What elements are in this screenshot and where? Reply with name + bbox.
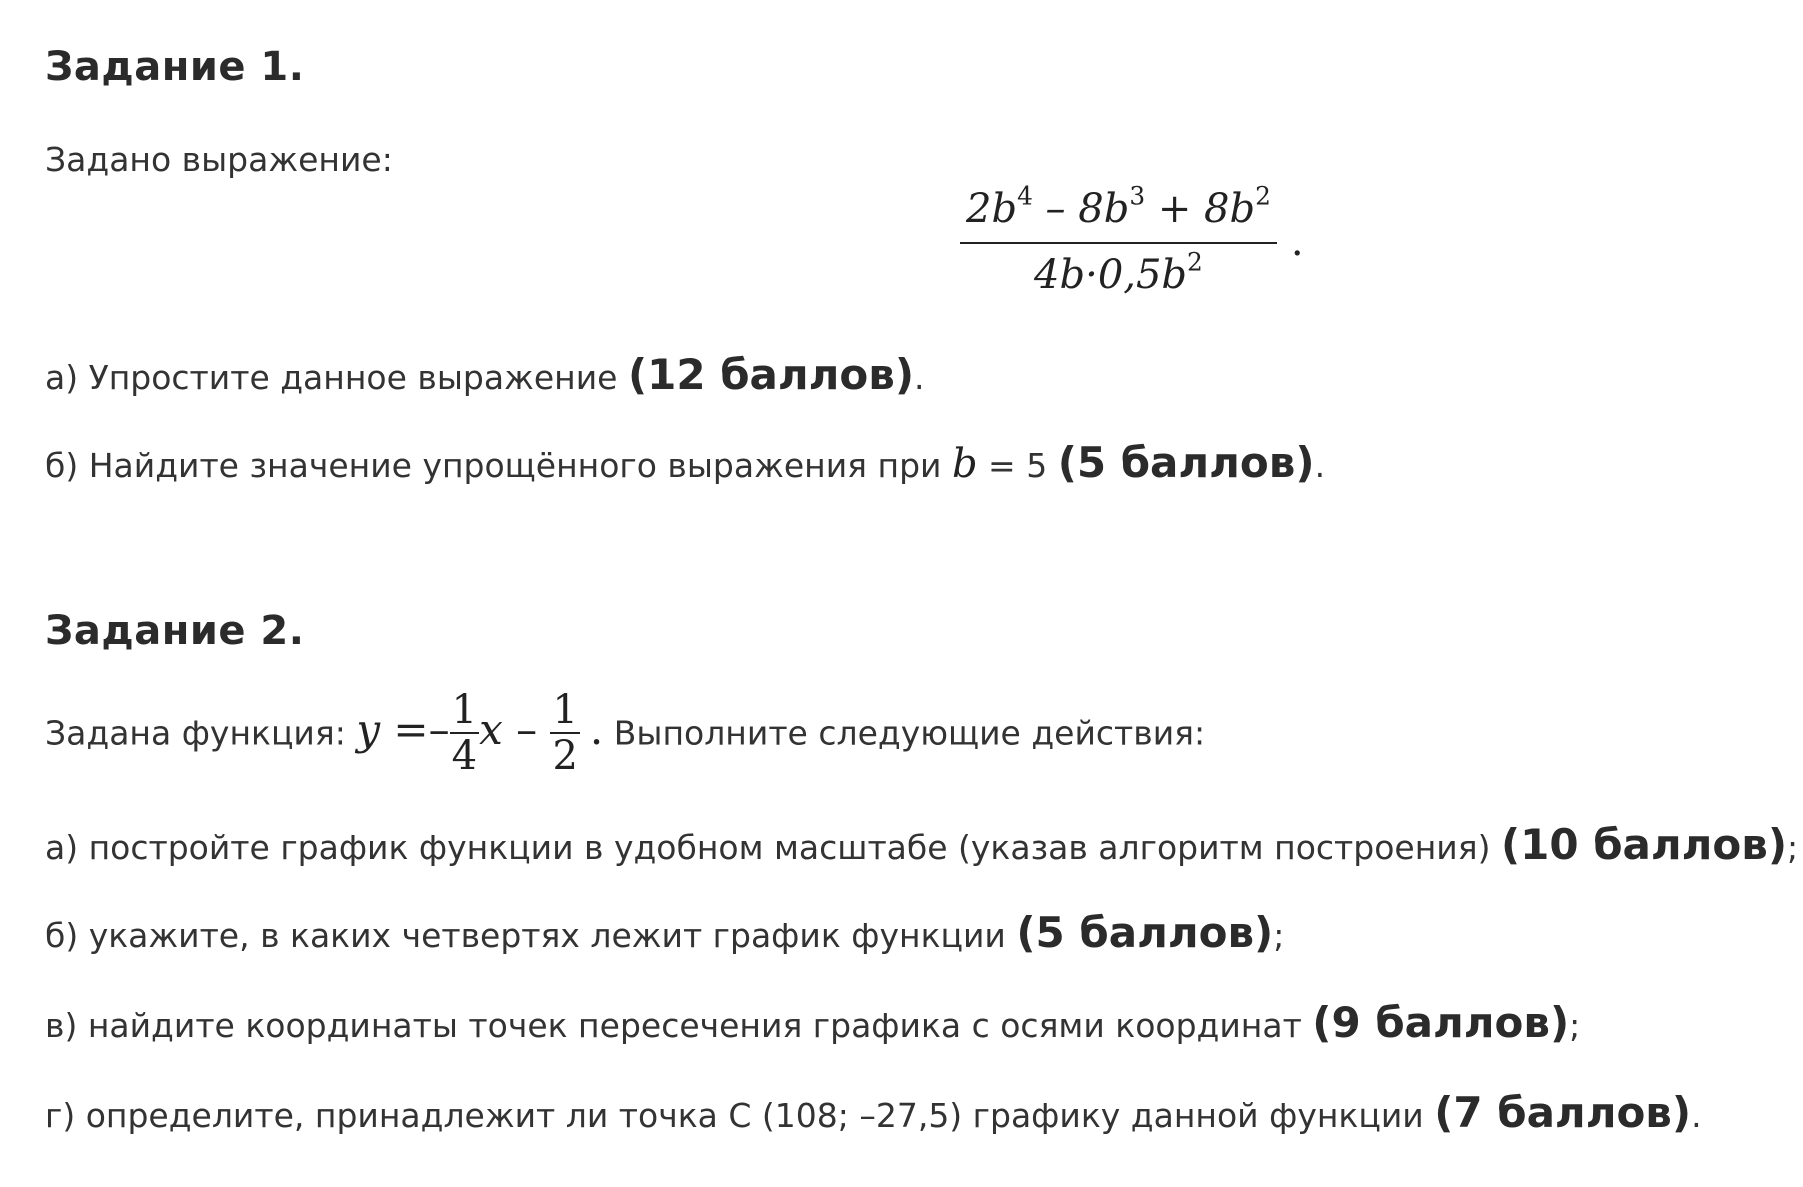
frac1-den: 4	[451, 733, 478, 779]
task2-intro: Задана функция:	[45, 713, 357, 753]
function-lhs: y	[356, 705, 381, 754]
task2-item-b	[45, 908, 1284, 957]
expression-numerator	[960, 181, 1277, 244]
num-term2: – 8b	[1032, 186, 1130, 232]
task1-item-b-text: б) Найдите значение упрощённого выражения при	[45, 446, 952, 485]
function-minus: –	[502, 705, 551, 754]
task2-item-a-points: (10 баллов)	[1500, 820, 1788, 869]
task2-item-d	[45, 1088, 1702, 1137]
task2-item-d-points: (7 баллов)	[1434, 1088, 1692, 1137]
function-x: x	[479, 705, 503, 754]
num-exp2: 3	[1129, 181, 1146, 211]
task2-heading: Задание 2.	[45, 608, 305, 654]
task2-item-c	[45, 998, 1580, 1047]
num-exp1: 4	[1017, 181, 1033, 211]
function-formula	[356, 687, 604, 779]
expression	[960, 181, 1277, 298]
task1-item-b-points: (5 баллов)	[1057, 438, 1315, 487]
task2-item-c-text: в) найдите координаты точек пересечения графика с осями координат	[45, 1006, 1313, 1045]
task2-item-b-end: ;	[1273, 916, 1285, 955]
task2-item-d-text: г) определите, принадлежит ли точка С (108; –27,5) графику данной функции	[45, 1096, 1435, 1135]
frac1-num: 1	[451, 687, 478, 733]
task2-item-b-text: б) укажите, в каких четвертях лежит график функции	[45, 916, 1017, 955]
num-term3: + 8b	[1145, 186, 1256, 232]
task1-item-a-end: .	[914, 358, 925, 397]
task1-item-b-var: b	[951, 441, 978, 487]
task1-heading: Задание 1.	[45, 44, 305, 90]
task2-item-a-text: а) постройте график функции в удобном масштабе (указав алгоритм построения)	[45, 828, 1501, 867]
frac2-num: 1	[552, 687, 578, 733]
task1-item-a-text: а) Упростите данное выражение	[45, 358, 628, 397]
num-term1: 2b	[966, 186, 1018, 232]
task2-item-c-end: ;	[1569, 1006, 1581, 1045]
den-exp: 2	[1187, 247, 1203, 277]
task2-item-a	[45, 820, 1798, 869]
num-exp3: 2	[1255, 181, 1271, 211]
task1-item-b-end: .	[1314, 446, 1326, 485]
function-trail: .	[589, 705, 604, 754]
function-frac2	[550, 688, 579, 778]
task1-item-b	[45, 438, 1325, 487]
task2-item-b-points: (5 баллов)	[1016, 908, 1274, 957]
task2-intro-line	[45, 688, 1205, 778]
frac2-den: 2	[552, 733, 578, 779]
task1-item-a-points: (12 баллов)	[627, 350, 915, 399]
expression-fraction	[960, 181, 1304, 298]
function-eq: =–	[380, 705, 450, 754]
task2-after: Выполните следующие действия:	[603, 713, 1206, 753]
task2-item-d-end: .	[1691, 1096, 1702, 1135]
function-frac1	[450, 688, 479, 778]
task1-intro: Задано выражение:	[45, 140, 393, 179]
expression-denominator	[960, 244, 1277, 298]
task2-item-a-end: ;	[1787, 828, 1799, 867]
task1-item-a	[45, 350, 925, 399]
den-term: 4b·0,5b	[1034, 252, 1188, 298]
task2-item-c-points: (9 баллов)	[1312, 998, 1570, 1047]
task1-item-b-eq: = 5	[977, 446, 1058, 485]
expression-trail: .	[1290, 219, 1304, 265]
